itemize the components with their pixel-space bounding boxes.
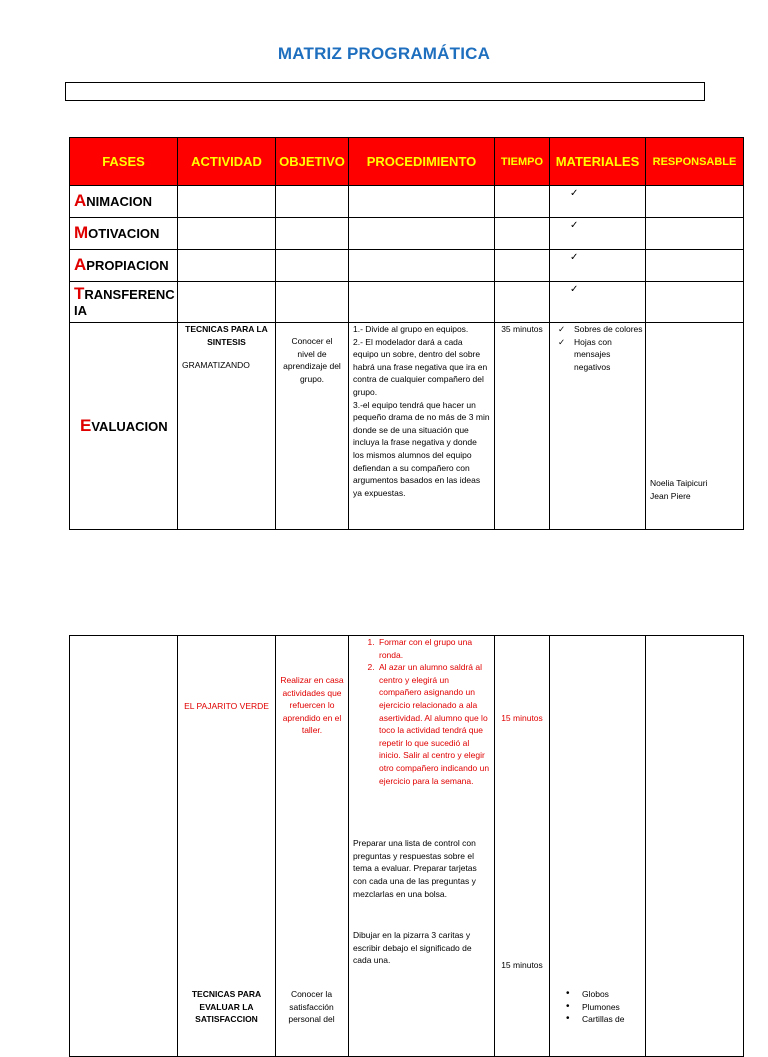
evaluacion-materiales <box>550 323 646 530</box>
satisfaction-procedure-draw: Dibujar en la pizarra 3 caritas y escribir debajo el significado de cada una. <box>353 930 472 966</box>
table-row <box>70 282 744 323</box>
phase-initial: E <box>80 415 92 435</box>
materiales-cell <box>550 636 646 1057</box>
header-fases: FASES <box>70 138 178 186</box>
satisfaction-procedure-prep: Preparar una lista de control con preguntas y respuestas sobre el tema a evaluar. Preparar tarjetas con cada una de las preguntas y mezclarlas en una bolsa. <box>353 838 477 899</box>
program-matrix-table <box>69 137 744 530</box>
phase-rest: OTIVACION <box>88 226 160 241</box>
phase-rest: VALUACION <box>91 418 168 434</box>
phase-transferencia <box>70 282 178 323</box>
header-tiempo: TIEMPO <box>495 138 550 186</box>
phase-rest: NIMACION <box>86 194 152 209</box>
empty-responsable-cell <box>646 636 744 1057</box>
procedure-step: 1. Formar con el grupo una ronda. <box>377 636 490 661</box>
procedure-step: 3.-el equipo tendrá que hacer un pequeño drama de no más de 3 min donde se de una situación que incluya la frase negativa y donde los mismos alumnos del equipo defiendan a su compañero con argumentos basados en las ideas ya expuestas. <box>353 399 490 498</box>
table-row <box>70 250 744 282</box>
check-icon: ✓ <box>550 186 646 218</box>
phase-initial: T <box>74 283 85 303</box>
empty-phase-cell <box>70 636 178 1057</box>
materials-item: ✓ Hojas con mensajes negativos <box>556 336 645 374</box>
page-title: MATRIZ PROGRAMÁTICA <box>277 44 491 63</box>
phase-initial: A <box>74 255 87 274</box>
continuation-table <box>69 635 744 1057</box>
satisfaction-tiempo: 15 minutos <box>501 959 543 970</box>
materials-item: • Globos <box>566 988 645 1001</box>
responsable-name: Noelia Taipicuri <box>650 478 708 488</box>
evaluacion-responsable <box>646 323 744 530</box>
pajarito-objetivo: Realizar en casa actividades que refuercen lo aprendido en el taller. <box>276 636 349 1057</box>
satisfaction-actividad: TECNICAS PARA EVALUAR LA SATISFACCION <box>191 989 262 1025</box>
pajarito-procedure-list <box>353 636 490 787</box>
pajarito-actividad: EL PAJARITO VERDE <box>178 636 276 1057</box>
responsable-name: Jean Piere <box>650 490 691 501</box>
evaluacion-tiempo: 35 minutos <box>495 323 550 530</box>
table-row-evaluacion <box>70 323 744 530</box>
phase-rest: RANSFERENC IA <box>74 286 175 318</box>
activity-subtitle: GRAMATIZANDO <box>182 360 250 371</box>
evaluacion-actividad <box>178 323 276 530</box>
header-materiales: MATERIALES <box>550 138 646 186</box>
satisfaction-objetivo: Conocer la satisfacción personal del <box>288 989 335 1025</box>
header-objetivo: OBJETIVO <box>276 138 349 186</box>
phase-apropiacion <box>70 250 178 282</box>
materials-item: • Plumones <box>566 1001 645 1014</box>
check-icon: ✓ <box>550 250 646 282</box>
header-row <box>70 138 744 186</box>
phase-motivacion <box>70 218 178 250</box>
header-procedimiento: PROCEDIMIENTO <box>349 138 495 186</box>
blank-header-box <box>65 82 705 101</box>
phase-initial: A <box>74 191 87 210</box>
pajarito-tiempo: 15 minutos <box>501 713 543 723</box>
check-icon: ✓ <box>550 282 646 323</box>
materials-item: • Cartillas de <box>566 1013 645 1026</box>
procedimiento-cell <box>349 636 495 1057</box>
procedure-step: 2.- El modelador dará a cada equipo un sobre, dentro del sobre habrá una frase negativa que ira en contra de cualquier compañero del grupo. <box>353 336 488 397</box>
header-actividad: ACTIVIDAD <box>178 138 276 186</box>
materials-item: ✓ Sobres de colores <box>556 323 645 336</box>
tiempo-cell <box>495 636 550 1057</box>
check-icon: ✓ <box>550 218 646 250</box>
phase-animacion <box>70 186 178 218</box>
phase-evaluacion <box>70 323 178 530</box>
procedure-step: 1.- Divide al grupo en equipos. <box>353 324 469 334</box>
evaluacion-objetivo: Conocer el nivel de aprendizaje del grupo. <box>276 323 349 530</box>
evaluacion-procedimiento <box>349 323 495 530</box>
phase-rest: PROPIACION <box>86 258 169 273</box>
table-row <box>70 636 744 1057</box>
header-responsable: RESPONSABLE <box>646 138 744 186</box>
procedure-step: 2. Al azar un alumno saldrá al centro y elegirá un compañero asignando un ejercicio relacionado a ala asertividad. Al alumno que lo toco la actividad tendrá que repetir lo que sucedió al inicio. Salir al centro y elegir otro compañero indicando un ejercicio para la semana. <box>377 661 490 787</box>
phase-initial: M <box>74 223 89 242</box>
table-row <box>70 218 744 250</box>
table-row <box>70 186 744 218</box>
activity-title: TECNICAS PARA LA SINTESIS <box>185 324 268 347</box>
